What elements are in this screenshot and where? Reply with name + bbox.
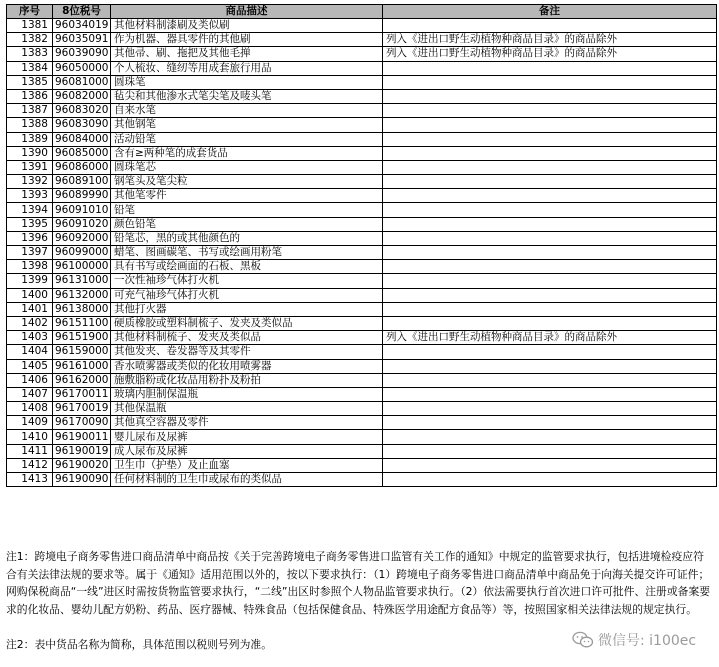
table-row [7,104,717,118]
description-cell: 其他钢笔 [111,118,383,132]
tax-code-cell: 96089990 [53,189,111,203]
index-cell: 1384 [7,61,53,75]
description-cell: 香水喷雾器或类似的化妆用喷雾器 [111,359,383,373]
remarks-cell [383,19,717,33]
index-cell: 1394 [7,203,53,217]
description-cell: 圆珠笔芯 [111,160,383,174]
remarks-cell: 列入《进出口野生动植物种商品目录》的商品除外 [383,47,717,61]
remarks-cell [383,61,717,75]
table-row [7,89,717,103]
header-description: 商品描述 [111,5,383,19]
remarks-cell [383,402,717,416]
description-cell: 其他材料制梳子、发夹及类似品 [111,331,383,345]
header-tax-code: 8位税号 [53,5,111,19]
index-cell: 1406 [7,373,53,387]
tax-code-cell: 96190020 [53,458,111,472]
remarks-cell [383,473,717,487]
table-row [7,288,717,302]
table-row [7,260,717,274]
index-cell: 1400 [7,288,53,302]
table-row [7,19,717,33]
remarks-cell [383,217,717,231]
index-cell: 1412 [7,458,53,472]
description-cell: 其他发夹、卷发器等及其零件 [111,345,383,359]
index-cell: 1395 [7,217,53,231]
table-row [7,302,717,316]
tax-code-cell: 96050000 [53,61,111,75]
description-cell: 玻璃内胆制保温瓶 [111,387,383,401]
description-cell: 其他打火器 [111,302,383,316]
index-cell: 1381 [7,19,53,33]
commodity-table [6,4,717,487]
index-cell: 1409 [7,416,53,430]
remarks-cell [383,458,717,472]
table-row [7,345,717,359]
description-cell: 可充气袖珍气体打火机 [111,288,383,302]
tax-code-cell: 96034019 [53,19,111,33]
table-row [7,246,717,260]
description-cell: 其他笔零件 [111,189,383,203]
table-row [7,416,717,430]
remarks-cell [383,231,717,245]
table-row [7,203,717,217]
index-cell: 1392 [7,175,53,189]
tax-code-cell: 96190019 [53,444,111,458]
description-cell: 铅笔 [111,203,383,217]
description-cell: 蜡笔、图画碳笔、书写或绘画用粉笔 [111,246,383,260]
remarks-cell [383,302,717,316]
index-cell: 1410 [7,430,53,444]
table-row [7,387,717,401]
tax-code-cell: 96190090 [53,473,111,487]
remarks-cell [383,274,717,288]
table-row [7,316,717,330]
tax-code-cell: 96081000 [53,75,111,89]
tax-code-cell: 96083090 [53,118,111,132]
remarks-cell [383,118,717,132]
remarks-cell [383,444,717,458]
remarks-cell [383,104,717,118]
remarks-cell [383,160,717,174]
tax-code-cell: 96131000 [53,274,111,288]
index-cell: 1388 [7,118,53,132]
description-cell: 作为机器、器具零件的其他刷 [111,33,383,47]
description-cell: 颜色铅笔 [111,217,383,231]
index-cell: 1411 [7,444,53,458]
tax-code-cell: 96132000 [53,288,111,302]
index-cell: 1382 [7,33,53,47]
description-cell: 其他保温瓶 [111,402,383,416]
tax-code-cell: 96138000 [53,302,111,316]
header-remarks: 备注 [383,5,717,19]
table-row [7,430,717,444]
tax-code-cell: 96170019 [53,402,111,416]
tax-code-cell: 96039090 [53,47,111,61]
index-cell: 1393 [7,189,53,203]
table-row [7,189,717,203]
tax-code-cell: 96099000 [53,246,111,260]
description-cell: 婴儿尿布及尿裤 [111,430,383,444]
remarks-cell [383,416,717,430]
tax-code-cell: 96190011 [53,430,111,444]
description-cell: 成人尿布及尿裤 [111,444,383,458]
remarks-cell [383,359,717,373]
table-row [7,359,717,373]
table-row [7,444,717,458]
table-row [7,132,717,146]
note-2: 注2：表中货品名称为简称，具体范围以税则号列为准。 [6,638,272,651]
table-row [7,402,717,416]
remarks-cell [383,430,717,444]
table-row [7,118,717,132]
tax-code-cell: 96085000 [53,146,111,160]
watermark-text: 微信号: i100ec [598,633,697,649]
index-cell: 1387 [7,104,53,118]
table-row [7,146,717,160]
table-row [7,331,717,345]
index-cell: 1386 [7,89,53,103]
table-row [7,160,717,174]
tax-code-cell: 96091010 [53,203,111,217]
remarks-cell [383,175,717,189]
watermark [572,630,696,650]
description-cell: 钢笔头及笔尖粒 [111,175,383,189]
remarks-cell [383,316,717,330]
table-row [7,473,717,487]
table-row [7,47,717,61]
wechat-icon [572,631,594,649]
remarks-cell [383,146,717,160]
remarks-cell [383,288,717,302]
description-cell: 自来水笔 [111,104,383,118]
index-cell: 1396 [7,231,53,245]
tax-code-cell: 96151900 [53,331,111,345]
table-header-row [7,5,717,19]
remarks-cell [383,246,717,260]
remarks-cell [383,132,717,146]
tax-code-cell: 96162000 [53,373,111,387]
description-cell: 施敷脂粉或化妆品用粉扑及粉拍 [111,373,383,387]
index-cell: 1389 [7,132,53,146]
tax-code-cell: 96089100 [53,175,111,189]
index-cell: 1397 [7,246,53,260]
tax-code-cell: 96091020 [53,217,111,231]
header-index: 序号 [7,5,53,19]
index-cell: 1390 [7,146,53,160]
index-cell: 1402 [7,316,53,330]
table-row [7,458,717,472]
description-cell: 任何材料制的卫生巾或尿布的类似品 [111,473,383,487]
tax-code-cell: 96086000 [53,160,111,174]
description-cell: 硬质橡胶或塑料制梳子、发夹及类似品 [111,316,383,330]
index-cell: 1401 [7,302,53,316]
description-cell: 含有≥两种笔的成套货品 [111,146,383,160]
description-cell: 卫生巾（护垫）及止血塞 [111,458,383,472]
description-cell: 一次性袖珍气体打火机 [111,274,383,288]
tax-code-cell: 96082000 [53,89,111,103]
index-cell: 1413 [7,473,53,487]
remarks-cell [383,373,717,387]
index-cell: 1403 [7,331,53,345]
tax-code-cell: 96170011 [53,387,111,401]
index-cell: 1391 [7,160,53,174]
table-row [7,274,717,288]
index-cell: 1408 [7,402,53,416]
table-row [7,373,717,387]
tax-code-cell: 96170090 [53,416,111,430]
note-1: 注1：跨境电子商务零售进口商品清单中商品按《关于完善跨境电子商务零售进口监管有关工作的通知》中规定的监管要求执行，包括进境检疫应符合有关法律法规的要求等。属于《通知》适用范围以外的，按以下要求执行：（1）跨境电子商务零售进口商品清单中商品免于向海关提交许可证件；网购保税商品“一线”进区时需按货物监管要求执行，“二线”出区时参照个人物品监管要求执行。（2）依法需要执行首次进口许可批件、注册或备案要求的化妆品、婴幼儿配方奶粉、药品、医疗器械、特殊食品（包括保健食品、特殊医学用途配方食品等）等，按照国家相关法律法规的规定执行。 [6,550,711,616]
notes-section [6,548,714,618]
index-cell: 1398 [7,260,53,274]
description-cell: 具有书写或绘画面的石板、黑板 [111,260,383,274]
index-cell: 1385 [7,75,53,89]
tax-code-cell: 96084000 [53,132,111,146]
remarks-cell [383,260,717,274]
remarks-cell [383,203,717,217]
description-cell: 其他材料制漆刷及类似刷 [111,19,383,33]
tax-code-cell: 96159000 [53,345,111,359]
table-row [7,33,717,47]
description-cell: 毡尖和其他渗水式笔尖笔及唛头笔 [111,89,383,103]
index-cell: 1383 [7,47,53,61]
table-row [7,75,717,89]
tax-code-cell: 96092000 [53,231,111,245]
table-row [7,231,717,245]
table-row [7,175,717,189]
remarks-cell: 列入《进出口野生动植物种商品目录》的商品除外 [383,33,717,47]
index-cell: 1407 [7,387,53,401]
description-cell: 其他帚、刷、拖把及其他毛掸 [111,47,383,61]
table-body [7,19,717,487]
tax-code-cell: 96151100 [53,316,111,330]
remarks-cell [383,345,717,359]
tax-code-cell: 96161000 [53,359,111,373]
description-cell: 个人梳妆、缝纫等用成套旅行用品 [111,61,383,75]
index-cell: 1404 [7,345,53,359]
description-cell: 其他真空容器及零件 [111,416,383,430]
remarks-cell [383,387,717,401]
remarks-cell [383,89,717,103]
tax-code-cell: 96100000 [53,260,111,274]
remarks-cell [383,189,717,203]
description-cell: 铅笔芯，黑的或其他颜色的 [111,231,383,245]
remarks-cell [383,75,717,89]
description-cell: 圆珠笔 [111,75,383,89]
remarks-cell: 列入《进出口野生动植物种商品目录》的商品除外 [383,331,717,345]
description-cell: 活动铅笔 [111,132,383,146]
tax-code-cell: 96035091 [53,33,111,47]
table-row [7,61,717,75]
index-cell: 1399 [7,274,53,288]
tax-code-cell: 96083020 [53,104,111,118]
table-row [7,217,717,231]
index-cell: 1405 [7,359,53,373]
